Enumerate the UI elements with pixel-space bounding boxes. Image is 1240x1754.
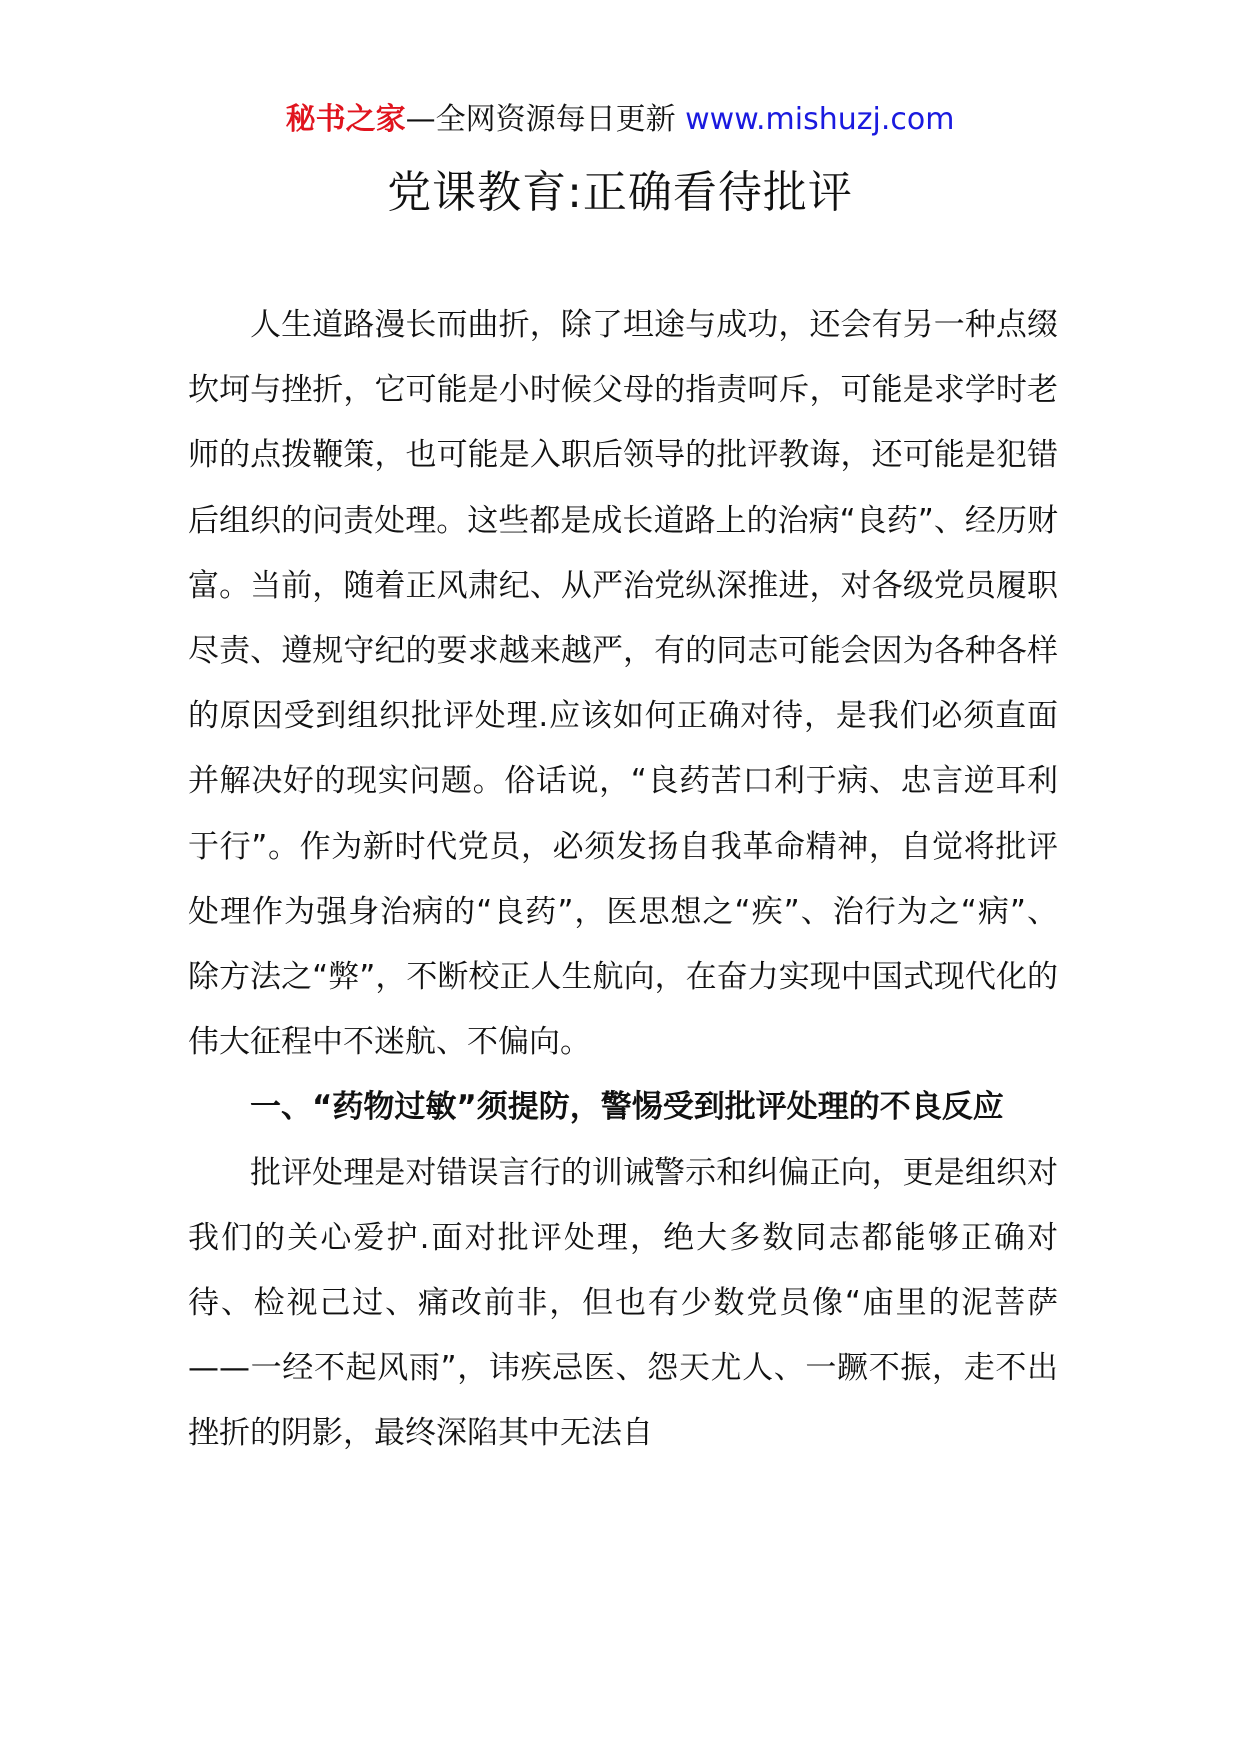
brand-name: 秘书之家 xyxy=(285,102,406,137)
document-title: 党课教育:正确看待批评 xyxy=(387,167,853,218)
body-paragraph: 人生道路漫长而曲折，除了坦途与成功，还会有另一种点缀坎坷与挫折，它可能是小时候父母的指责呵斥，可能是求学时老师的点拨鞭策，也可能是入职后领导的批评教诲，还可能是犯错后组织的问责处理。这些都是成长道路上的治病“良药”、经历财富。当前，随着正风肃纪、从严治党纵深推进，对各级党员履职尽责、遵规守纪的要求越来越严，有的同志可能会因为各种各样的原因受到组织批评处理.应该如何正确对待，是我们必须直面并解决好的现实问题。俗话说，“良药苦口利于病、忠言逆耳利于行”。作为新时代党员，必须发扬自我革命精神，自觉将批评处理作为强身治病的“良药”，医思想之“疾”、治行为之“病”、除方法之“弊”，不断校正人生航向，在奋力实现中国式现代化的伟大征程中不迷航、不偏向。 xyxy=(188,307,1058,1061)
body-paragraph: 批评处理是对错误言行的训诫警示和纠偏正向，更是组织对我们的关心爱护.面对批评处理，绝大多数同志都能够正确对待、检视己过、痛改前非，但也有少数党员像“庙里的泥菩萨——一经不起风雨”，讳疾忌医、怨天尤人、一蹶不振，走不出挫折的阴影，最终深陷其中无法自 xyxy=(188,1154,1058,1452)
site-url-link[interactable]: www.mishuzj.com xyxy=(685,102,955,137)
site-header xyxy=(0,100,1240,140)
header-tagline: —全网资源每日更新 xyxy=(405,102,676,137)
section-heading: 一、“药物过敏”须提防，警惕受到批评处理的不良反应 xyxy=(250,1089,1004,1126)
document-body xyxy=(188,293,1058,1467)
